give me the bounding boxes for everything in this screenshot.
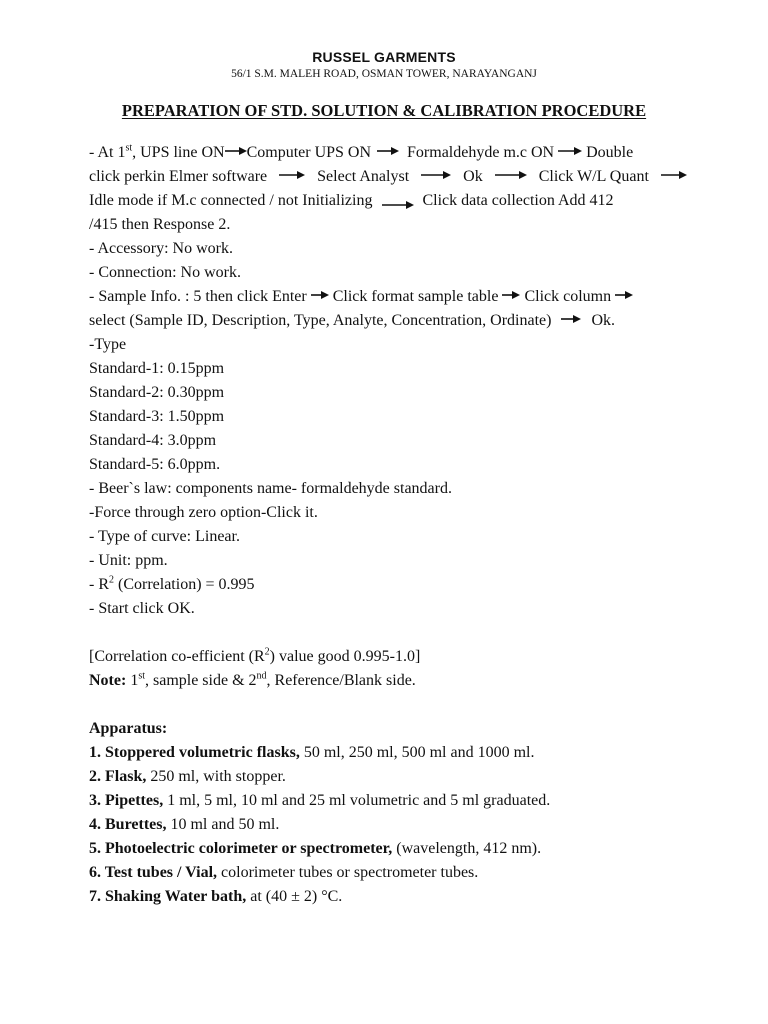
apparatus-item: [89, 789, 709, 813]
text-segment: Click W/L Quant: [538, 168, 649, 185]
standard-item: Standard-3: 1.50ppm: [89, 408, 225, 425]
text-segment: Ok.: [591, 312, 616, 329]
text-segment: Formaldehyde m.c ON: [407, 144, 555, 161]
company-address: 56/1 S.M. MALEH ROAD, OSMAN TOWER, NARAYANGANJ: [231, 68, 537, 80]
apparatus-name: 1. Stoppered volumetric flasks,: [89, 744, 300, 761]
apparatus-item: [89, 837, 709, 861]
text-segment: Idle mode if M.c connected / not Initializing: [89, 192, 373, 209]
text-segment: - Sample Info. : 5 then click Enter: [89, 288, 307, 305]
procedure-step-response: /415 then Response 2.: [89, 216, 231, 233]
standard-item: Standard-2: 0.30ppm: [89, 384, 225, 401]
procedure-step-startup: [89, 141, 709, 165]
text-segment: (Correlation) = 0.995: [114, 576, 255, 593]
document-body: [89, 141, 709, 909]
arrow-right-icon: [382, 200, 414, 210]
curve-type-line: - Type of curve: Linear.: [89, 528, 240, 545]
text-segment: Click column: [524, 288, 612, 305]
procedure-step-connection: - Connection: No work.: [89, 264, 241, 281]
superscript: 2: [264, 646, 270, 658]
text-segment: [Correlation co-efficient (R: [89, 648, 265, 665]
apparatus-item: [89, 885, 709, 909]
apparatus-name: 3. Pipettes,: [89, 792, 164, 809]
text-segment: 1: [126, 672, 139, 689]
superscript: nd: [256, 670, 267, 682]
superscript: 2: [109, 574, 114, 586]
text-segment: Double: [586, 144, 634, 161]
text-segment: select (Sample ID, Description, Type, Analyte, Concentration, Ordinate): [89, 312, 552, 329]
arrow-right-icon: [615, 290, 633, 300]
correlation-setting-line: [89, 573, 709, 597]
text-segment: , UPS line ON: [132, 144, 225, 161]
apparatus-detail: colorimeter tubes or spectrometer tubes.: [217, 864, 479, 881]
text-segment: click perkin Elmer software: [89, 168, 268, 185]
text-segment: - At 1: [89, 144, 126, 161]
arrow-right-icon: [495, 170, 527, 180]
apparatus-item: [89, 861, 709, 885]
apparatus-item: [89, 765, 709, 789]
heading-text: Apparatus:: [89, 720, 168, 737]
start-line: - Start click OK.: [89, 600, 195, 617]
apparatus-detail: 50 ml, 250 ml, 500 ml and 1000 ml.: [299, 744, 535, 761]
procedure-step-accessory: - Accessory: No work.: [89, 240, 233, 257]
standard-item: Standard-4: 3.0ppm: [89, 432, 217, 449]
text-segment: Select Analyst: [317, 168, 410, 185]
unit-line: - Unit: ppm.: [89, 552, 168, 569]
type-label: -Type: [89, 336, 127, 353]
apparatus-detail: 250 ml, with stopper.: [146, 768, 286, 785]
apparatus-detail: 10 ml and 50 ml.: [166, 816, 280, 833]
text-segment: Ok: [463, 168, 483, 185]
text-segment: , Reference/Blank side.: [266, 672, 416, 689]
apparatus-detail: at (40 ± 2) °C.: [246, 888, 343, 905]
company-name: RUSSEL GARMENTS: [312, 49, 456, 65]
arrow-right-icon: [279, 170, 305, 180]
procedure-step-software: [89, 165, 709, 189]
sample-side-note: [89, 669, 709, 693]
arrow-right-icon: [661, 170, 687, 180]
document-title: PREPARATION OF STD. SOLUTION & CALIBRATION PROCEDURE: [121, 101, 647, 120]
spacer: [89, 693, 709, 717]
text-segment: ) value good 0.995-1.0]: [269, 648, 421, 665]
arrow-right-icon: [311, 290, 329, 300]
superscript: st: [125, 142, 133, 154]
procedure-step-idle-mode: [89, 189, 709, 213]
arrow-right-icon: [561, 314, 581, 324]
spacer: [89, 621, 709, 645]
apparatus-detail: 1 ml, 5 ml, 10 ml and 25 ml volumetric and 5 ml graduated.: [163, 792, 551, 809]
procedure-step-select-columns: [89, 309, 709, 333]
apparatus-name: 2. Flask,: [89, 768, 147, 785]
arrow-right-icon: [558, 146, 582, 156]
correlation-note: [89, 645, 709, 669]
arrow-right-icon: [502, 290, 520, 300]
text-segment: Computer UPS ON: [246, 144, 372, 161]
superscript: st: [138, 670, 145, 682]
force-zero-line: -Force through zero option-Click it.: [89, 504, 318, 521]
text-segment: , sample side & 2: [144, 672, 257, 689]
apparatus-name: 5. Photoelectric colorimeter or spectrometer,: [89, 840, 393, 857]
procedure-step-sample-info: [89, 285, 709, 309]
text-segment: - R: [89, 576, 109, 593]
standard-item: Standard-1: 0.15ppm: [89, 360, 225, 377]
apparatus-name: 4. Burettes,: [89, 816, 167, 833]
arrow-right-icon: [421, 170, 451, 180]
beers-law-line: - Beer`s law: components name- formaldehyde standard.: [89, 480, 452, 497]
apparatus-item: [89, 741, 709, 765]
apparatus-detail: (wavelength, 412 nm).: [392, 840, 542, 857]
arrow-right-icon: [225, 146, 247, 156]
apparatus-name: 7. Shaking Water bath,: [89, 888, 247, 905]
apparatus-item: [89, 813, 709, 837]
note-label: Note:: [89, 672, 127, 689]
standard-item: Standard-5: 6.0ppm.: [89, 456, 221, 473]
apparatus-heading: [89, 717, 709, 741]
arrow-right-icon: [377, 146, 399, 156]
text-segment: Click data collection Add 412: [422, 192, 614, 209]
apparatus-name: 6. Test tubes / Vial,: [89, 864, 218, 881]
text-segment: Click format sample table: [332, 288, 499, 305]
